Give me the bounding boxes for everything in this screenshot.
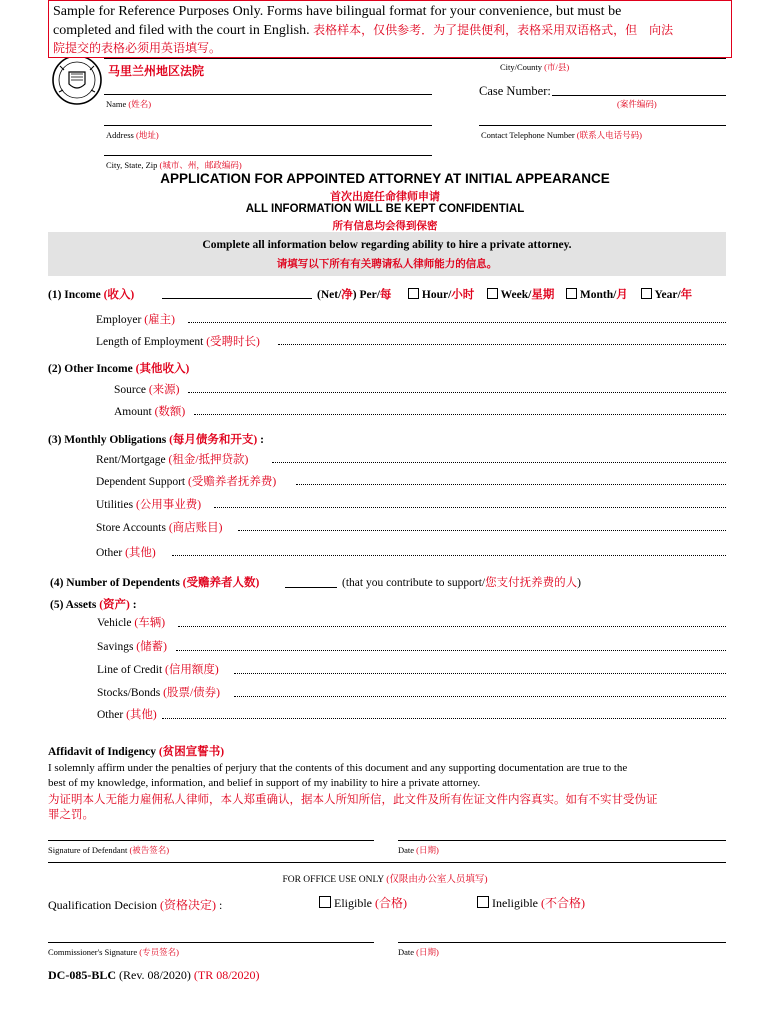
dependents-note-cn: 您支付抚养费的人: [485, 577, 578, 589]
dependents-note-end: ): [577, 577, 581, 589]
month-en: Month/: [579, 289, 617, 301]
banner-line-2-en: completed and filed with the court in English.: [53, 23, 310, 38]
affidavit-text-1: I solemnly affirm under the penalties of perjury that the contents of this document and any supporting documentation are true to the: [48, 762, 628, 774]
other-assets-en: Other: [97, 709, 124, 721]
week-en: Week/: [500, 289, 532, 301]
dependents-en: (4) Number of Dependents: [50, 577, 180, 589]
stocks-bonds-en: Stocks/Bonds: [97, 687, 161, 699]
instruction-text-cn: 请填写以下所有有关聘请私人律师能力的信息。: [276, 258, 498, 270]
line-of-credit-cn: (信用额度): [165, 664, 219, 676]
employer-en: Employer: [96, 314, 142, 326]
name-label-cn: (姓名): [128, 99, 152, 109]
stocks-bonds-label: [97, 684, 220, 700]
income-label-en: (1) Income: [48, 289, 101, 301]
confidential-notice: ALL INFORMATION WILL BE KEPT CONFIDENTIAL: [245, 203, 525, 215]
defendant-date-label: [398, 844, 439, 856]
contact-phone-field[interactable]: [479, 125, 726, 126]
per-cn: 每: [379, 289, 392, 301]
other-obligations-field[interactable]: [172, 555, 726, 556]
assets-cn: (资产): [99, 599, 130, 611]
city-state-zip-label: [106, 159, 242, 171]
dependents-label: [50, 574, 259, 590]
defendant-date-en: Date: [398, 845, 415, 855]
income-amount-field[interactable]: [162, 298, 312, 299]
city-state-zip-en: City, State, Zip: [106, 160, 158, 170]
dependents-note: [342, 574, 581, 590]
commissioner-signature-label: [48, 946, 179, 958]
form-revision: (Rev. 08/2020): [116, 968, 191, 982]
utilities-cn: (公用事业费): [135, 499, 202, 511]
city-county-label: [500, 61, 569, 73]
other-obligations-label: [96, 544, 156, 560]
employer-label: [96, 311, 175, 327]
name-field[interactable]: [104, 94, 432, 95]
savings-en: Savings: [97, 641, 134, 653]
defendant-date-cn: (日期): [416, 845, 439, 855]
obligations-colon: :: [257, 434, 264, 446]
address-label-cn: (地址): [135, 130, 159, 140]
defendant-signature-en: Signature of Defendant: [48, 845, 128, 855]
other-obligations-en: Other: [96, 547, 123, 559]
vehicle-en: Vehicle: [97, 617, 132, 629]
hour-option[interactable]: [408, 286, 474, 302]
length-en: Length of Employment: [96, 336, 204, 348]
length-cn: (受聘时长): [206, 336, 260, 348]
other-assets-label: [97, 706, 157, 722]
line-of-credit-en: Line of Credit: [97, 664, 163, 676]
source-field[interactable]: [188, 392, 726, 393]
per-en: ) Per/: [352, 289, 380, 301]
other-income-cn: (其他收入): [135, 363, 190, 375]
savings-label: [97, 638, 167, 654]
dependents-cn: (受赡养者人数): [182, 577, 260, 589]
employer-cn: (雇主): [144, 314, 175, 326]
line-of-credit-field[interactable]: [234, 673, 726, 674]
ineligible-cn: (不合格): [540, 896, 585, 910]
affidavit-text-cn-2: 罪之罚。: [48, 809, 94, 821]
savings-field[interactable]: [176, 650, 726, 651]
office-divider: [48, 862, 726, 863]
week-option[interactable]: [487, 286, 554, 302]
banner-line-3: 院提交的表格必须用英语填写。: [53, 41, 222, 55]
case-number-field[interactable]: [552, 95, 726, 96]
case-number-label: Case Number:: [479, 84, 551, 98]
commissioner-date-label: [398, 946, 439, 958]
dependent-support-field[interactable]: [296, 484, 726, 485]
income-label-cn: (收入): [103, 289, 135, 301]
eligible-option[interactable]: [319, 894, 407, 911]
utilities-field[interactable]: [214, 507, 726, 508]
form-translation-rev: (TR 08/2020): [190, 968, 260, 982]
qualification-cn: (资格决定): [159, 898, 216, 912]
vehicle-label: [97, 614, 165, 630]
source-label: [114, 381, 179, 397]
eligible-cn: (合格): [375, 896, 407, 910]
length-of-employment-label: [96, 333, 260, 349]
length-of-employment-field[interactable]: [278, 344, 726, 345]
banner-line-1: Sample for Reference Purposes Only. Forms have bilingual format for your convenience, but must be: [53, 4, 622, 19]
court-name-line: [104, 58, 726, 59]
amount-en: Amount: [114, 406, 152, 418]
store-accounts-en: Store Accounts: [96, 522, 166, 534]
city-county-cn: (市/县): [544, 62, 570, 72]
assets-en: (5) Assets: [50, 599, 97, 611]
store-accounts-label: [96, 519, 223, 535]
office-use-en: FOR OFFICE USE ONLY: [282, 875, 384, 885]
line-of-credit-label: [97, 661, 219, 677]
eligible-en: Eligible: [334, 896, 372, 910]
contact-phone-label: [481, 129, 642, 141]
address-label: [106, 129, 159, 141]
form-id-code: DC-085-BLC: [48, 968, 116, 982]
commissioner-signature-cn: (专员签名): [139, 947, 179, 957]
stocks-bonds-field[interactable]: [234, 696, 726, 697]
qualification-en: Qualification Decision: [48, 898, 157, 912]
instruction-text: Complete all information below regarding ability to hire a private attorney.: [202, 239, 572, 251]
employer-field[interactable]: [188, 322, 726, 323]
hour-cn: 小时: [451, 289, 475, 301]
amount-label: [114, 403, 185, 419]
eligible-checkbox[interactable]: [319, 896, 331, 908]
rent-mortgage-field[interactable]: [272, 462, 726, 463]
city-county-en: City/County: [500, 62, 543, 72]
defendant-signature-label: [48, 844, 169, 856]
city-state-zip-cn: (城市、州，邮政编码): [159, 160, 242, 170]
dependent-support-cn: (受赡养者抚养费): [187, 476, 277, 488]
defendant-date-field[interactable]: [398, 840, 726, 841]
reference-banner: [48, 0, 732, 58]
affidavit-title-en: Affidavit of Indigency: [48, 746, 156, 758]
office-use-cn: (仅限由办公室人员填写): [386, 875, 488, 885]
ineligible-option[interactable]: [477, 894, 585, 911]
week-checkbox[interactable]: [487, 288, 498, 299]
other-obligations-cn: (其他): [125, 547, 156, 559]
city-state-zip-field[interactable]: [104, 155, 432, 156]
qualification-colon: :: [215, 898, 223, 912]
other-assets-field[interactable]: [162, 718, 726, 719]
court-name-cn: 马里兰州地区法院: [108, 64, 205, 78]
assets-colon: :: [129, 599, 137, 611]
commissioner-date-field[interactable]: [398, 942, 726, 943]
income-net-per: [317, 286, 391, 302]
week-cn: 星期: [531, 289, 555, 301]
dependent-support-label: [96, 473, 276, 489]
income-label: [48, 286, 134, 302]
address-field[interactable]: [104, 125, 432, 126]
confidential-notice-cn: 所有信息均会得到保密: [332, 220, 438, 232]
affidavit-title: [48, 743, 224, 759]
banner-line-2: [53, 21, 727, 40]
year-en: Year/: [654, 289, 681, 301]
obligations-en: (3) Monthly Obligations: [48, 434, 167, 446]
source-cn: (来源): [148, 384, 180, 396]
obligations-cn: (每月债务和开支): [169, 434, 258, 446]
form-title-cn: 首次出庭任命律师申请: [330, 191, 440, 203]
dependents-field[interactable]: [285, 587, 337, 588]
commissioner-signature-en: Commissioner's Signature: [48, 947, 138, 957]
affidavit-title-cn: (贫困宣誓书): [158, 746, 225, 758]
year-option[interactable]: [641, 286, 692, 302]
commissioner-date-cn: (日期): [416, 947, 439, 957]
year-cn: 年: [680, 289, 693, 301]
month-cn: 月: [616, 289, 628, 301]
commissioner-date-en: Date: [398, 947, 415, 957]
contact-phone-cn: (联系人电话号码): [576, 130, 642, 140]
rent-mortgage-label: [96, 451, 248, 467]
hour-en: Hour/: [421, 289, 452, 301]
other-assets-cn: (其他): [126, 709, 157, 721]
month-option[interactable]: [566, 286, 628, 302]
court-seal-icon: [51, 52, 103, 108]
ineligible-en: Ineligible: [492, 896, 538, 910]
defendant-signature-cn: (被告签名): [129, 845, 170, 855]
store-accounts-field[interactable]: [238, 530, 726, 531]
rent-en: Rent/Mortgage: [96, 454, 166, 466]
store-accounts-cn: (商店账目): [168, 522, 223, 534]
qualification-label: [48, 896, 222, 913]
stocks-bonds-cn: (股票/债券): [163, 687, 220, 699]
utilities-label: [96, 496, 201, 512]
office-use-header: [0, 871, 770, 885]
contact-phone-en: Contact Telephone Number: [481, 130, 575, 140]
dependent-support-en: Dependent Support: [96, 476, 186, 488]
affidavit-text-cn-1: 为证明本人无能力雇佣私人律师，本人郑重确认，据本人所知所信，此文件及所有佐证文件内容真实。如有不实甘受伪证: [48, 794, 658, 806]
vehicle-field[interactable]: [178, 626, 726, 627]
form-title: APPLICATION FOR APPOINTED ATTORNEY AT INITIAL APPEARANCE: [160, 171, 610, 186]
assets-label: [50, 596, 137, 612]
amount-field[interactable]: [194, 414, 726, 415]
banner-line-2-cn: 表格样本，仅供参考．为了提供便利，表格采用双语格式，但 向法: [313, 23, 674, 37]
affidavit-text-2: best of my knowledge, information, and belief in support of my inability to hire a private attorney.: [48, 777, 481, 789]
monthly-obligations-label: [48, 431, 264, 447]
vehicle-cn: (车辆): [134, 617, 166, 629]
amount-cn: (数额): [154, 406, 186, 418]
net-cn: 净: [341, 289, 353, 301]
other-income-label: [48, 360, 189, 376]
name-label: [106, 98, 151, 110]
rent-cn: (租金/抵押贷款): [168, 454, 249, 466]
utilities-en: Utilities: [96, 499, 134, 511]
address-label-en: Address: [106, 130, 134, 140]
savings-cn: (储蓄): [136, 641, 167, 653]
dependents-note-en: (that you contribute to support/: [342, 577, 486, 589]
net-en: (Net/: [317, 289, 342, 301]
other-income-en: (2) Other Income: [48, 363, 133, 375]
form-id: [48, 968, 260, 983]
month-checkbox[interactable]: [566, 288, 577, 299]
name-label-en: Name: [106, 99, 127, 109]
year-checkbox[interactable]: [641, 288, 652, 299]
defendant-signature-field[interactable]: [48, 840, 374, 841]
hour-checkbox[interactable]: [408, 288, 419, 299]
ineligible-checkbox[interactable]: [477, 896, 489, 908]
case-number-cn: (案件编码): [617, 99, 657, 109]
source-en: Source: [114, 384, 146, 396]
commissioner-signature-field[interactable]: [48, 942, 374, 943]
